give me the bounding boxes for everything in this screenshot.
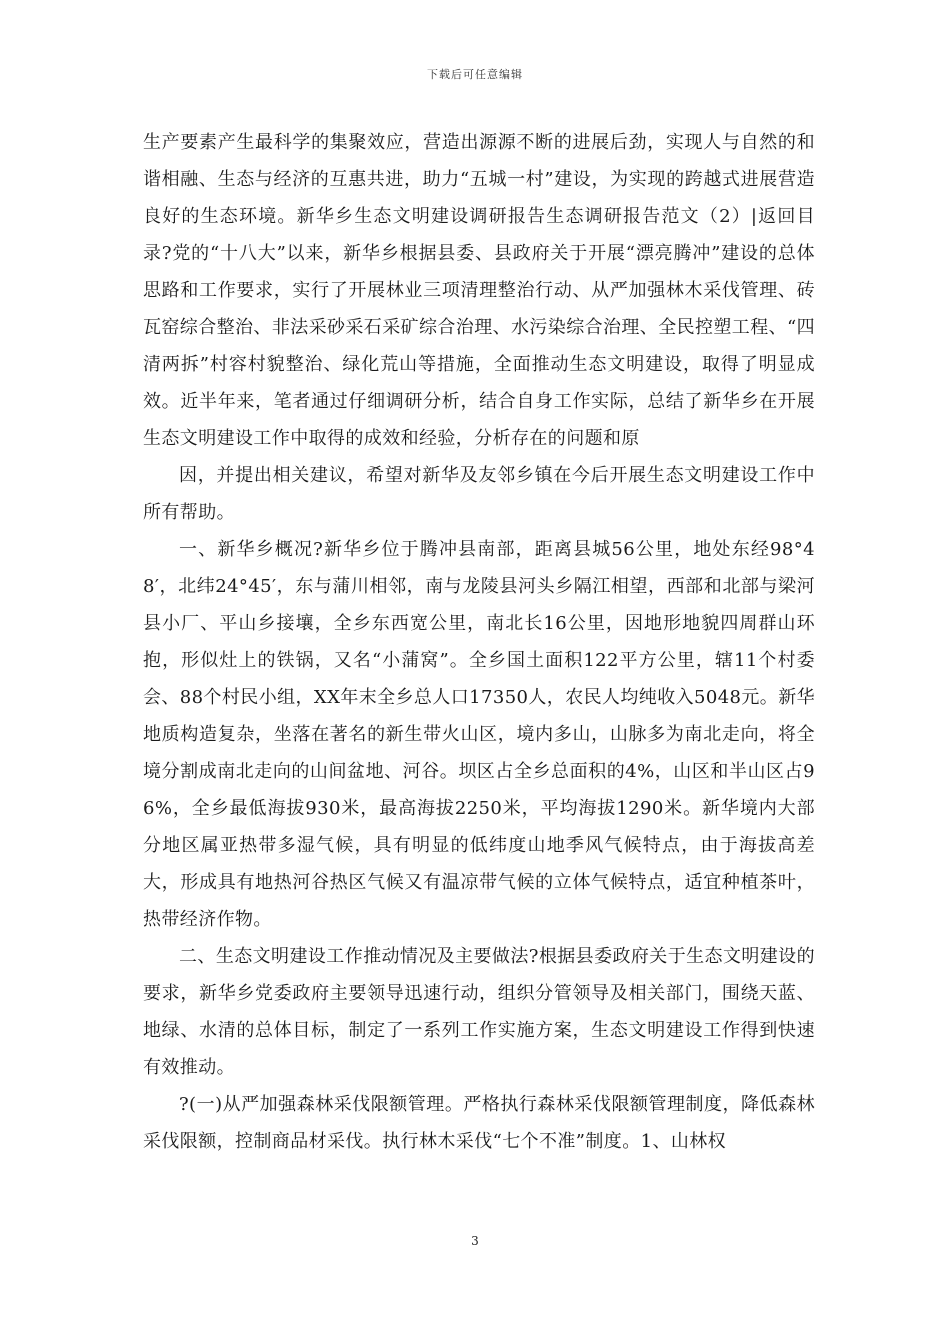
- page-number: 3: [471, 1234, 479, 1248]
- document-body: [143, 124, 815, 1160]
- paragraph-subsection-forest: ?(一)从严加强森林采伐限额管理。严格执行森林采伐限额管理制度，降低森林采伐限额，控制商品材采伐。执行林木采伐“七个不准”制度。1、山林权: [143, 1094, 815, 1152]
- paragraph-section-overview: 一、新华乡概况?新华乡位于腾冲县南部，距离县城56公里，地处东经98°48′，北纬24°45′，东与蒲川相邻，南与龙陵县河头乡隔江相望，西部和北部与梁河县小厂、平山乡接壤，全乡东西宽公里，南北长16公里，因地形地貌四周群山环抱，形似灶上的铁锅，又名“小蒲窝”。全乡国土面积122平方公里，辖11个村委会、88个村民小组，XX年末全乡总人口17350人，农民人均纯收入5048元。新华地质构造复杂，坐落在著名的新生带火山区，境内多山，山脉多为南北走向，将全境分割成南北走向的山间盆地、河谷。坝区占全乡总面积的4%，山区和半山区占96%，全乡最低海拔930米，最高海拔2250米，平均海拔1290米。新华境内大部分地区属亚热带多湿气候，具有明显的低纬度山地季风气候特点，由于海拔高差大，形成具有地热河谷热区气候又有温凉带气候的立体气候特点，适宜种植茶叶，热带经济作物。: [143, 539, 815, 930]
- page-header: 下载后可任意编辑: [427, 68, 523, 81]
- paragraph-continuation: 生产要素产生最科学的集聚效应，营造出源源不断的进展后劲，实现人与自然的和谐相融、生态与经济的互惠共进，助力“五城一村”建设，为实现的跨越式进展营造良好的生态环境。新华乡生态文明建设调研报告生态调研报告范文（2）|返回目录?党的“十八大”以来，新华乡根据县委、县政府关于开展“漂亮腾冲”建设的总体思路和工作要求，实行了开展林业三项清理整治行动、从严加强林木采伐管理、砖瓦窑综合整治、非法采砂采石采矿综合治理、水污染综合治理、全民控塑工程、“四清两拆”村容村貌整治、绿化荒山等措施，全面推动生态文明建设，取得了明显成效。近半年来，笔者通过仔细调研分析，结合自身工作实际，总结了新华乡在开展生态文明建设工作中取得的成效和经验，分析存在的问题和原: [143, 132, 815, 449]
- paragraph-section-progress: 二、生态文明建设工作推动情况及主要做法?根据县委政府关于生态文明建设的要求，新华乡党委政府主要领导迅速行动，组织分管领导及相关部门，围绕天蓝、地绿、水清的总体目标，制定了一系列工作实施方案，生态文明建设工作得到快速有效推动。: [143, 946, 815, 1078]
- paragraph-suggestions: 因，并提出相关建议，希望对新华及友邻乡镇在今后开展生态文明建设工作中所有帮助。: [143, 465, 815, 523]
